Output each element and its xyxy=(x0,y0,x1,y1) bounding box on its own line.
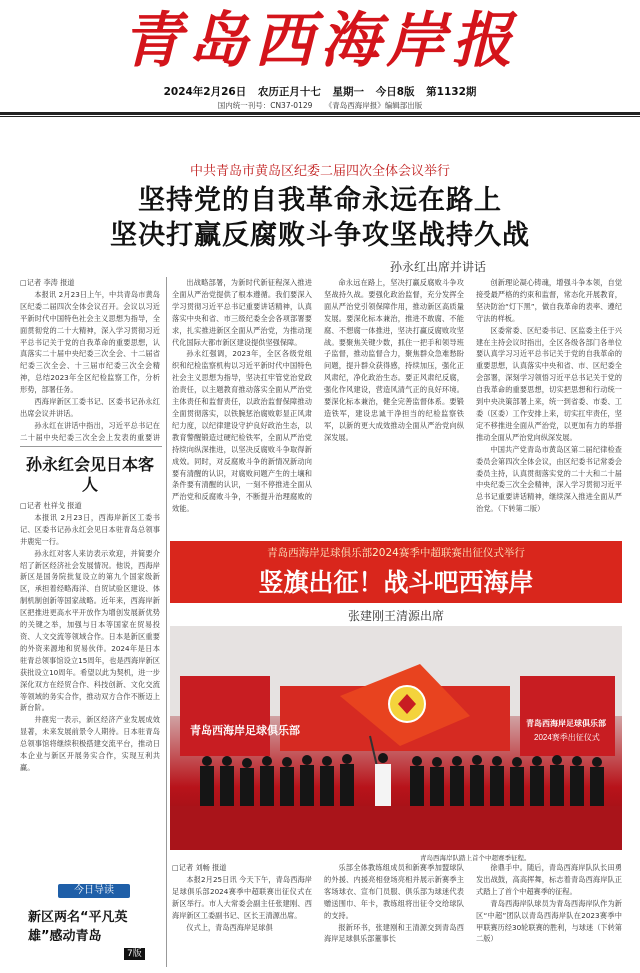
issue-line xyxy=(0,84,640,99)
feature-column-1 xyxy=(172,862,312,966)
feature-paragraph: 本报2月25日讯 今天下午，青岛西海岸足球俱乐部2024赛季中超联赛出征仪式在新区举行。市人大常委会副主任张建刚、西海岸新区工委副书记、区长王清源出席。 xyxy=(172,874,312,920)
banner-left-text: 青岛西海岸足球俱乐部 xyxy=(190,725,300,737)
masthead xyxy=(0,0,640,108)
feature-kicker: 青岛西海岸足球俱乐部2024赛季中超联赛出征仪式举行 xyxy=(267,547,525,559)
publisher: 《青岛西海岸报》编辑部出版 xyxy=(324,101,423,110)
feature-byline: □记者 刘畅 报道 xyxy=(172,863,227,872)
lunar-date: 农历正月十七 xyxy=(257,86,321,98)
lead-column-2 xyxy=(172,277,312,535)
team-photo xyxy=(170,626,622,850)
side-paragraph: 井鹿宪一表示，新区经济产业发展成效显著，未来发展前景令人期待。日本驻青岛总领事馆将继续积极搭建交流平台，推动日本企业与新区开展务实合作，实现互利共赢。 xyxy=(20,715,160,772)
today-guide[interactable] xyxy=(20,884,163,966)
players-group xyxy=(200,754,604,806)
photo-caption: 青岛西海岸队踏上首个中超赛季征程。 xyxy=(420,854,531,862)
issue-number: 第1132期 xyxy=(426,86,477,98)
issue-date: 2024年2月26日 xyxy=(163,86,247,98)
lead-byline: □记者 李涛 报道 xyxy=(20,278,75,287)
banner-right-text-2: 2024赛季出征仪式 xyxy=(534,733,600,742)
today-guide-label: 今日导读 xyxy=(58,884,130,898)
divider xyxy=(0,116,640,117)
feature-paragraph: 青岛西海岸队球员为青岛西海岸队作为新区“中超”团队以青岛西海岸队在2023赛季中甲联赛历经30轮联赛的胜利，与球迷（下转第二版） xyxy=(476,898,622,944)
banner-right-text: 青岛西海岸足球俱乐部 xyxy=(526,719,606,728)
feature-headline: 竖旗出征！战斗吧西海岸 xyxy=(258,568,534,597)
today-guide-headline[interactable]: 新区两名“平凡英雄”感动青岛 xyxy=(28,910,128,944)
side-byline: □记者 杜祥戈 报道 xyxy=(20,501,82,510)
feature-paragraph: 徐鼎手中。随后，青岛西海岸队队长田勇发出战鼓，高高挥舞，标志着青岛西海岸队正式踏上了首个中超赛季的征程。 xyxy=(476,863,622,896)
publication-info xyxy=(0,100,640,111)
lead-paragraph: 本报讯 2月23日上午，中共青岛市黄岛区纪委二届四次全体会议召开。会议以习近平新时代中国特色社会主义思想为指导，全面贯彻党的二十大精神，深入学习贯彻习近平总书记关于党的自我革命的重要思想，认真落实二十届中央纪委三次全会、十二届省纪委三次全会、十三届市纪委三次全会精神，总结2023年全区纪检监察工作，分析形势，部署任务。 xyxy=(20,289,160,395)
lead-paragraph: 孙永红强调，2023年，全区各级党组织和纪检监察机构以习近平新时代中国特色社会主义思想为指导，坚决扛牢管党治党政治责任，以主题教育推动落实全面从严治党主体责任和监督责任，以政治监督保障推动全面贯彻落实，以铁腕惩治腐败彰显正风肃纪力度，以纪律建设守护良好政治生态，以教育警醒锻造过硬纪检铁军，全面从严治党持续向纵深推进，以坚决反腐败斗争取得新成效。同时，对反腐败斗争的新情况新动向要有清醒的认识，对腐败问题产生的土壤和条件要有清醒的认识，一刻不停推进全面从严治党和反腐败斗争，不断提升治理腐败的效能。 xyxy=(172,349,312,514)
column-rule xyxy=(166,277,167,967)
lead-subhead: 孙永红出席并讲话 xyxy=(390,260,487,274)
side-paragraph: 孙永红对客人来访表示欢迎，并简要介绍了新区经济社会发展情况。他说，西海岸新区是国务院批复设立的第九个国家级新区，承担着经略海洋、自贸试验区建设、体制机制创新等国家战略。近年来，西海岸新区把推进更高水平开放作为增创发展新优势的关键之举，加强与日本等国家在贸易投资、人文交流等领域合作。日本是新区重要的外资来源地和贸易伙伴。2024年是日本驻青总领事馆设立15周年，也是西海岸新区获批设立10周年。希望以此为契机，进一步深化双方在经贸合作、科技创新、文化交流等领域的务实合作，推动双方合作不断迈上新台阶。 xyxy=(20,548,160,713)
lead-paragraph: 中国共产党青岛市黄岛区第二届纪律检查委员会第四次全体会议，由区纪委书记常委会委员主持，认真贯彻落实党的二十大和二十届中央纪委三次全会精神，深入学习贯彻习近平总书记重要讲话精神，继续深入推进全面从严治党。（下转第二版） xyxy=(476,444,622,514)
lead-headline-1: 坚持党的自我革命永远在路上 xyxy=(138,185,502,216)
lead-column-4 xyxy=(476,277,622,535)
lead-paragraph: 出战略部署，为新时代新征程深入推进全面从严治党提供了根本遵循。我们要深入学习贯彻习近平总书记重要讲话精神，认真落实中央和省、市三级纪委全会各项部署要求，扎实推进新区全面从严治党，为推动现代化国际大都市新区建设提供坚强保障。 xyxy=(172,278,312,347)
feature-paragraph: 仪式上，青岛西海岸足球俱 xyxy=(186,922,273,932)
weekday: 星期一 xyxy=(332,86,365,98)
feature-subhead: 张建刚王清源出席 xyxy=(347,609,444,623)
newspaper-title: 青岛西海岸报 xyxy=(122,6,518,76)
lead-kicker: 中共青岛市黄岛区纪委二届四次全体会议举行 xyxy=(189,164,450,179)
feature-column-2 xyxy=(324,862,464,966)
lead-paragraph: 西海岸新区工委书记、区委书记孙永红出席会议并讲话。 xyxy=(20,397,160,418)
section-rule xyxy=(20,446,162,447)
page-count: 今日8版 xyxy=(375,86,415,98)
lead-paragraph: 区委常委、区纪委书记、区监委主任于兴建在主持会议时指出，全区各级各部门各单位要认真学习习近平总书记关于党的自我革命的重要思想，认真落实中央和省、市、区纪委全会部署，深刻学习领悟习近平总书记关于党的自我革命的重要思想，切实把思想和行动统一到中央决策部署上来，统一到省委、市委、工委（区委）工作安排上来，切实扛牢责任，坚定不移推进全面从严治党，以更加有力的举措推动全面从严治党向纵深发展。 xyxy=(476,325,622,442)
lead-column-3 xyxy=(324,277,464,535)
lead-column-1 xyxy=(20,277,160,442)
lead-paragraph: 孙永红在讲话中指出，习近平总书记在二十届中央纪委三次全会上发表的重要讲 xyxy=(20,420,160,442)
feature-paragraph: 乐部全体教练组成员和新赛季加盟球队的外援、内援亮相登场亮相并展示新赛季主客场球衣、宣布门员服、俱乐部为球迷代表赠送围巾、年卡，教练组将出征令交给球队的支持。 xyxy=(324,863,464,920)
feature-column-3 xyxy=(476,862,622,966)
serial-number: 国内统一刊号：CN37-0129 xyxy=(217,101,313,110)
side-paragraph: 本报讯 2月23日，西海岸新区工委书记、区委书记孙永红会见日本驻青岛总领事井鹿宪一行。 xyxy=(20,512,160,546)
side-headline: 孙永红会见日本客人 xyxy=(25,455,154,494)
team-photo-illustration xyxy=(170,626,622,850)
divider xyxy=(0,112,640,115)
today-guide-page: 7版 xyxy=(124,948,145,960)
lead-paragraph: 命永远在路上，坚决打赢反腐败斗争攻坚战持久战。要强化政治监督，充分发挥全面从严治党引领保障作用，推动新区高质量发展。要深化标本兼治，推进不敢腐、不能腐、不想腐一体推进，坚决打赢反腐败攻坚战。要聚焦关键少数，抓住一把手和领导班子监督，推动监督合力，聚焦群众急难愁盼问题，提升群众获得感，持续加压，强化正风肃纪，净化政治生态。要正风肃纪反腐，强化作风建设，营造风清气正的良好环境。要深化标本兼治，健全完善监督体系。要锻造铁军，建设忠诚干净担当的纪检监察铁军，以新的更大成效推动全面从严治党向纵深发展。 xyxy=(324,278,464,442)
feature-banner xyxy=(170,541,622,603)
feature-paragraph: 报新环书，张建刚和王清源交到青岛西海岸足球俱乐部董事长 xyxy=(324,922,464,944)
side-body xyxy=(20,500,160,877)
lead-headline-2: 坚决打赢反腐败斗争攻坚战持久战 xyxy=(110,220,530,251)
lead-paragraph: 创新理论凝心铸魂，增强斗争本领，自觉接受最严格的约束和监督，常态化开展教育，坚决防治“灯下黑”，做自我革命的表率、遵纪守法的样板。 xyxy=(476,278,622,323)
